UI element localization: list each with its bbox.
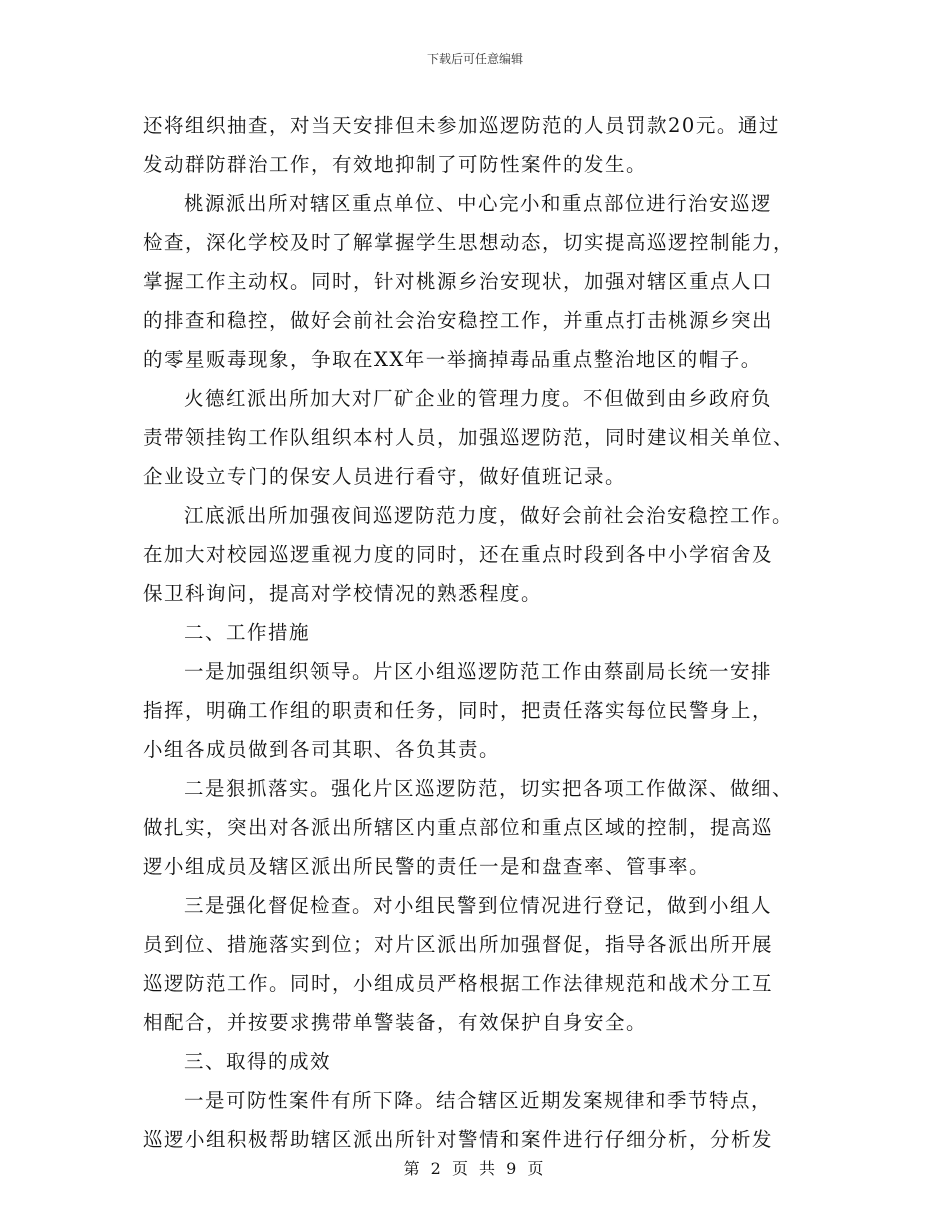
text-line: 巡逻防范工作。同时，小组成员严格根据工作法律规范和战术分工互 (143, 972, 774, 995)
text-line: 三、取得的成效 (184, 1050, 332, 1073)
text-line: 员到位、措施落实到位；对片区派出所加强督促，指导各派出所开展 (143, 933, 774, 956)
text-line: 的排查和稳控，做好会前社会治安稳控工作，并重点打击桃源乡突出 (143, 309, 774, 332)
text-line: 相配合，并按要求携带单警装备，有效保护自身安全。 (143, 1011, 648, 1034)
text-line: 小组各成员做到各司其职、各负其责。 (143, 738, 501, 761)
text-line: 江底派出所加强夜间巡逻防范力度，做好会前社会治安稳控工作。 (184, 504, 794, 527)
text-line: 保卫科询问，提高对学校情况的熟悉程度。 (143, 582, 543, 605)
text-line: 指挥，明确工作组的职责和任务，同时，把责任落实每位民警身上， (143, 699, 774, 722)
text-line: 责带领挂钩工作队组织本村人员，加强巡逻防范，同时建议相关单位、 (143, 426, 795, 449)
text-line: 在加大对校园巡逻重视力度的同时，还在重点时段到各中小学宿舍及 (143, 543, 774, 566)
document-body (143, 106, 813, 1159)
text-line: 三是强化督促检查。对小组民警到位情况进行登记，做到小组人 (184, 894, 773, 917)
text-line: 的零星贩毒现象，争取在XX年一举摘掉毒品重点整治地区的帽子。 (143, 348, 762, 371)
text-line: 逻小组成员及辖区派出所民警的责任一是和盘查率、管事率。 (143, 855, 711, 878)
text-line: 一是可防性案件有所下降。结合辖区近期发案规律和季节特点， (184, 1089, 773, 1112)
text-line: 火德红派出所加大对厂矿企业的管理力度。不但做到由乡政府负 (184, 387, 773, 410)
text-line: 发动群防群治工作，有效地抑制了可防性案件的发生。 (143, 153, 648, 176)
text-line: 还将组织抽查，对当天安排但未参加巡逻防范的人员罚款20元。通过 (143, 114, 780, 137)
text-line: 企业设立专门的保安人员进行看守，做好值班记录。 (143, 465, 627, 488)
text-line: 桃源派出所对辖区重点单位、中心完小和重点部位进行治安巡逻 (184, 192, 773, 215)
page-number: 第 2 页 共 9 页 (403, 1159, 547, 1178)
text-line: 二、工作措施 (184, 621, 311, 644)
text-line: 掌握工作主动权。同时，针对桃源乡治安现状，加强对辖区重点人口 (143, 270, 774, 293)
text-line: 巡逻小组积极帮助辖区派出所针对警情和案件进行仔细分析，分析发 (143, 1128, 774, 1151)
text-line: 检查，深化学校及时了解掌握学生思想动态，切实提高巡逻控制能力， (143, 231, 795, 254)
page-header-note: 下载后可任意编辑 (426, 52, 523, 66)
text-line: 做扎实，突出对各派出所辖区内重点部位和重点区域的控制，提高巡 (143, 816, 774, 839)
text-line: 二是狠抓落实。强化片区巡逻防范，切实把各项工作做深、做细、 (184, 777, 794, 800)
text-line: 一是加强组织领导。片区小组巡逻防范工作由蔡副局长统一安排 (184, 660, 773, 683)
